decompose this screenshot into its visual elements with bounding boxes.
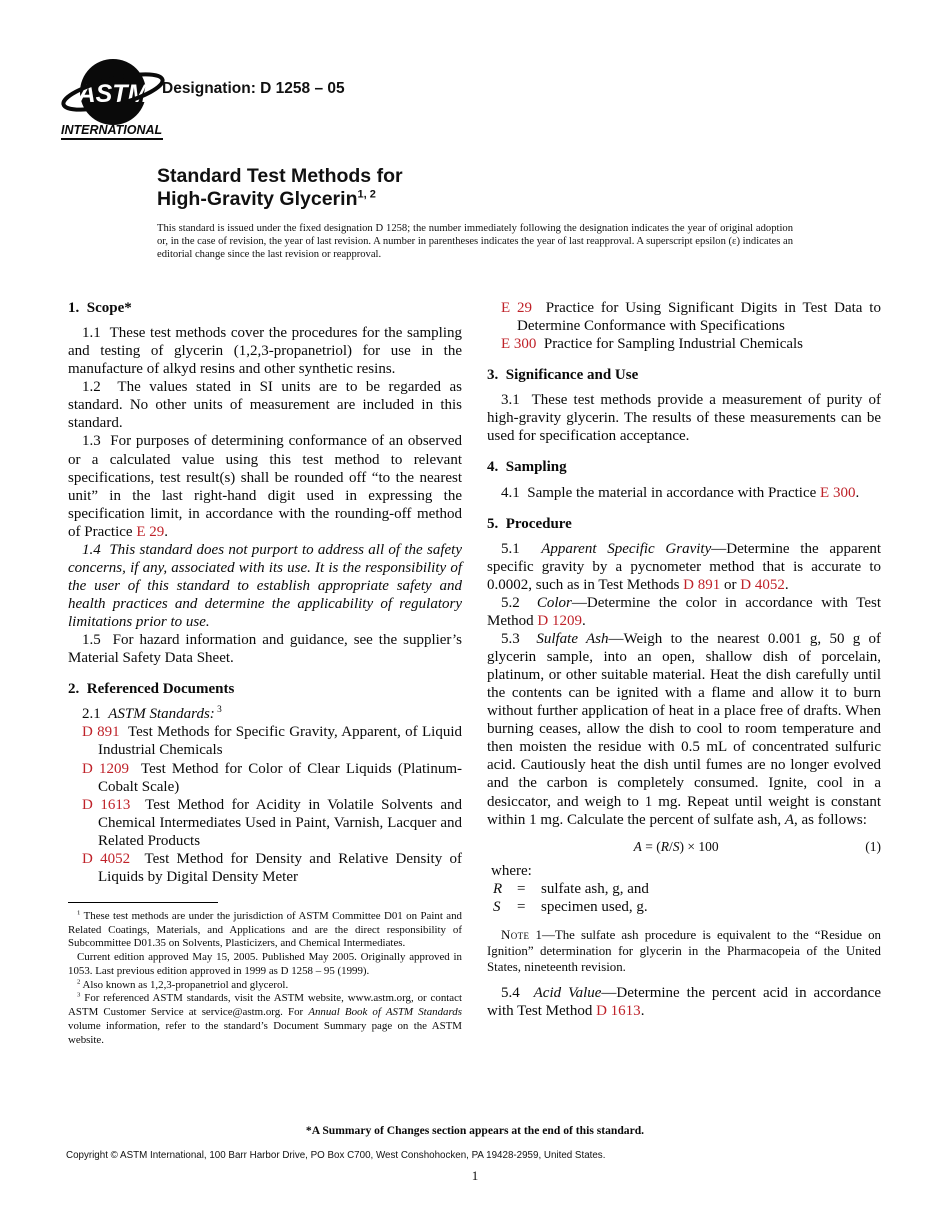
- section-1-scope-heading: 1. Scope*: [68, 300, 132, 316]
- text-run: A: [784, 811, 794, 828]
- text-run: 1.4 This standard does not purport to address all of the safety concerns, if any, associated with its use. It is the responsibility of the user of this standard to establish appropriate safety and health practices and determine the applicability of regulatory limitations prior to use.: [68, 541, 462, 631]
- document-body: [68, 297, 881, 1047]
- para-2-1: [68, 705, 462, 723]
- footnotes-block: [68, 902, 462, 1047]
- where-row-s: [487, 898, 881, 916]
- para-5-4: [487, 984, 881, 1020]
- astm-reference-link[interactable]: D 4052: [82, 850, 131, 867]
- astm-reference-link[interactable]: D 4052: [740, 576, 785, 593]
- astm-reference-link[interactable]: E 29: [136, 523, 165, 540]
- equation-1: [487, 839, 881, 855]
- astm-reference-link[interactable]: E 300: [501, 336, 537, 353]
- where-row-r: [487, 880, 881, 898]
- reference-item-d1209: [68, 760, 462, 796]
- astm-reference-link[interactable]: D 1613: [82, 796, 131, 813]
- equation-1-body: [487, 839, 865, 855]
- where-definition: specimen used, g.: [541, 899, 648, 916]
- astm-reference-link[interactable]: E 300: [820, 484, 856, 501]
- section-3-significance-heading: 3. Significance and Use: [487, 367, 639, 384]
- text-run: A: [633, 838, 642, 854]
- text-run: Sulfate Ash: [536, 630, 609, 647]
- text-run: 3: [214, 705, 222, 716]
- text-run: 5.1: [501, 540, 542, 557]
- copyright-line: Copyright © ASTM International, 100 Barr Harbor Drive, PO Box C700, West Conshohocken, PA 19428-2959, United States.: [66, 1150, 606, 1161]
- text-run: Practice for Sampling Industrial Chemicals: [536, 336, 804, 353]
- text-run: Also known as 1,2,3-propanetriol and glycerol.: [80, 978, 289, 991]
- title-line-1: Standard Test Methods for: [157, 165, 403, 188]
- text-run: 5.4: [501, 985, 534, 1002]
- text-run: Color: [536, 594, 572, 611]
- text-run: .: [855, 484, 860, 501]
- para-4-1: [487, 484, 881, 502]
- section-2-referenced-documents-heading: 2. Referenced Documents: [68, 681, 235, 698]
- footnote-current-edition: [68, 951, 462, 978]
- footnote-2: [68, 979, 462, 993]
- text-run: —Determine the percent acid in accordance with Test Method: [487, 985, 881, 1020]
- text-run: 1—The sulfate ash procedure is equivalent to the “Residue on Ignition” determination for glycerin in the Pharmacopeia of the United States, nineteenth revision.: [487, 928, 881, 975]
- text-run: /: [668, 838, 673, 854]
- text-run: S: [672, 838, 680, 854]
- astm-reference-link[interactable]: D 1613: [596, 1003, 641, 1020]
- para-1-4: [68, 541, 462, 631]
- text-run: 3: [77, 991, 81, 999]
- equation-1-number: (1): [865, 838, 881, 854]
- reference-item-d4052: [68, 850, 462, 886]
- text-run: 1.1 These test methods cover the procedures for the sampling and testing of glycerin (1,2,3-propanetriol) for use in the manufacture of alkyd resins and other synthetic resins.: [68, 325, 462, 378]
- text-run: .: [164, 523, 168, 540]
- astm-reference-link[interactable]: D 1209: [82, 760, 129, 777]
- astm-logo-text: ASTM: [77, 80, 149, 108]
- text-run: 5.3: [501, 630, 537, 647]
- designation: Designation: D 1258 – 05: [162, 80, 345, 97]
- title-superscript: 1, 2: [357, 188, 376, 201]
- where-definition: sulfate ash, g, and: [541, 880, 649, 897]
- text-run: 3.1 These test methods provide a measurement of purity of high-gravity glycerin. The results of these measurements can be used for specification acceptance.: [487, 392, 881, 445]
- text-run: .: [582, 612, 586, 629]
- text-run: Test Method for Acidity in Volatile Solvents and Chemical Intermediates Used in Paint, Varnish, Lacquer and Related Products: [98, 796, 462, 849]
- text-run: 2: [77, 977, 81, 985]
- document-title: [157, 165, 403, 211]
- text-run: For referenced ASTM standards, visit the ASTM website, www.astm.org, or contact ASTM Customer Service at service@astm.org. For: [68, 992, 462, 1019]
- text-run: = (: [641, 838, 661, 854]
- text-run: 2.1: [82, 706, 109, 723]
- reference-item-d1613: [68, 796, 462, 850]
- text-run: ASTM Standards:: [108, 706, 215, 723]
- text-run: 1.5 For hazard information and guidance, see the supplier’s Material Safety Data Sheet.: [68, 632, 462, 667]
- text-run: 1.3 For purposes of determining conformance of an observed or a calculated value using this test method to relevant specifications, test result(s) shall be rounded off “to the nearest unit” in the last right-hand digit used in expressing the specification limit, in accordance with the rounding-off method of Practice: [68, 433, 462, 540]
- text-run: Current edition approved May 15, 2005. Published May 2005. Originally approved in 1053. Last previous edition approved in 1999 as D 1258 – 95 (1999).: [68, 951, 462, 977]
- footnote-divider: [68, 902, 218, 903]
- text-run: 1.2 The values stated in SI units are to be regarded as standard. No other units of measurement are included in this standard.: [68, 379, 462, 432]
- para-5-2: [487, 594, 881, 630]
- para-1-3: [68, 432, 462, 540]
- left-column: [68, 297, 462, 1047]
- equals-sign: =: [517, 899, 526, 916]
- title-line-2: High-Gravity Glycerin: [157, 187, 358, 210]
- astm-logo: [60, 54, 166, 153]
- section-5-procedure-heading: 5. Procedure: [487, 515, 572, 532]
- text-run: Apparent Specific Gravity: [541, 540, 712, 557]
- text-run: .: [784, 576, 789, 593]
- text-run: 5.2: [501, 594, 537, 611]
- text-run: Practice for Using Significant Digits in Test Data to Determine Conformance with Specifications: [517, 300, 881, 335]
- equals-sign: =: [517, 880, 526, 897]
- text-run: —Determine the color in accordance with Test Method: [487, 594, 881, 629]
- text-run: ) × 100: [679, 838, 719, 854]
- summary-of-changes-note: *A Summary of Changes section appears at the end of this standard.: [305, 1124, 645, 1137]
- para-5-1: [487, 540, 881, 594]
- para-1-5: [68, 631, 462, 667]
- issuance-note: This standard is issued under the fixed designation D 1258; the number immediately following the designation indicates the year of original adoption or, in the case of revision, the year of last revision. A number in parentheses indicates the year of last reapproval. A superscript epsilon (ε) indicates an editorial change since the last revision or reapproval.: [157, 223, 793, 261]
- text-run: R: [660, 838, 669, 854]
- text-run: or: [720, 576, 741, 593]
- text-run: .: [640, 1003, 645, 1020]
- footnote-3: [68, 992, 462, 1047]
- note-1: [487, 927, 881, 975]
- text-run: 1: [77, 909, 81, 917]
- page-number: 1: [471, 1168, 479, 1183]
- astm-reference-link[interactable]: D 891: [82, 724, 120, 741]
- para-3-1: [487, 391, 881, 445]
- text-run: These test methods are under the jurisdiction of ASTM Committee D01 on Paint and Related Coatings, Materials, and Applications and are the direct responsibility of Subcommittee D01.35 on Solvents, Plasticizers, and Chemical Intermediates.: [68, 909, 462, 950]
- footnote-1: [68, 910, 462, 951]
- text-run: —Determine the apparent specific gravity by a pycnometer method that is accurate to 0.0002, such as in Test Methods: [487, 540, 881, 593]
- text-run: Test Method for Density and Relative Density of Liquids by Digital Density Meter: [98, 850, 462, 885]
- text-run: , as follows:: [794, 811, 867, 828]
- para-1-1: [68, 324, 462, 378]
- text-run: Annual Book of ASTM Standards: [308, 1006, 462, 1019]
- right-column: [487, 297, 881, 1047]
- text-run: Test Methods for Specific Gravity, Apparent, of Liquid Industrial Chemicals: [98, 724, 462, 759]
- text-run: 4.1 Sample the material in accordance with Practice: [501, 484, 821, 501]
- text-run: Note: [501, 928, 530, 943]
- text-run: Acid Value: [533, 985, 602, 1002]
- reference-item-d891: [68, 723, 462, 759]
- para-5-3: [487, 630, 881, 829]
- where-label: where:: [491, 862, 532, 879]
- where-variable: S: [493, 899, 501, 916]
- section-4-sampling-heading: 4. Sampling: [487, 459, 567, 476]
- astm-reference-link[interactable]: D 1209: [537, 612, 583, 629]
- astm-reference-link[interactable]: D 891: [683, 576, 721, 593]
- para-1-2: [68, 378, 462, 432]
- reference-item-e29: [487, 299, 881, 335]
- where-variable: R: [493, 880, 503, 897]
- astm-reference-link[interactable]: E 29: [501, 300, 533, 316]
- text-run: —Weigh to the nearest 0.001 g, 50 g of glycerin sample, into an open, shallow dish of porcelain, platinum, or other suitable material. Heat the dish carefully until the contents can be ignited with a flame and allow it to burn without further application of heat in a place free of drafts. When burning ceases, allow the dish to cool to room temperature and then moisten the residue with 0.5 mL of concentrated sulfuric acid. Cautiously heat the dish until fumes are no longer evolved and the carbon is completely consumed. Ignite, cool in a desiccator, and weigh to 1 mg. Repeat until weight is constant within 1 mg. Calculate the percent of sulfate ash,: [487, 630, 882, 828]
- reference-item-e300: [487, 335, 881, 353]
- astm-logo-subtext: INTERNATIONAL: [61, 123, 163, 137]
- astm-logo-graphic: [60, 54, 166, 148]
- text-run: Test Method for Color of Clear Liquids (Platinum-Cobalt Scale): [98, 760, 462, 795]
- text-run: volume information, refer to the standard’s Document Summary page on the ASTM website.: [68, 1019, 462, 1046]
